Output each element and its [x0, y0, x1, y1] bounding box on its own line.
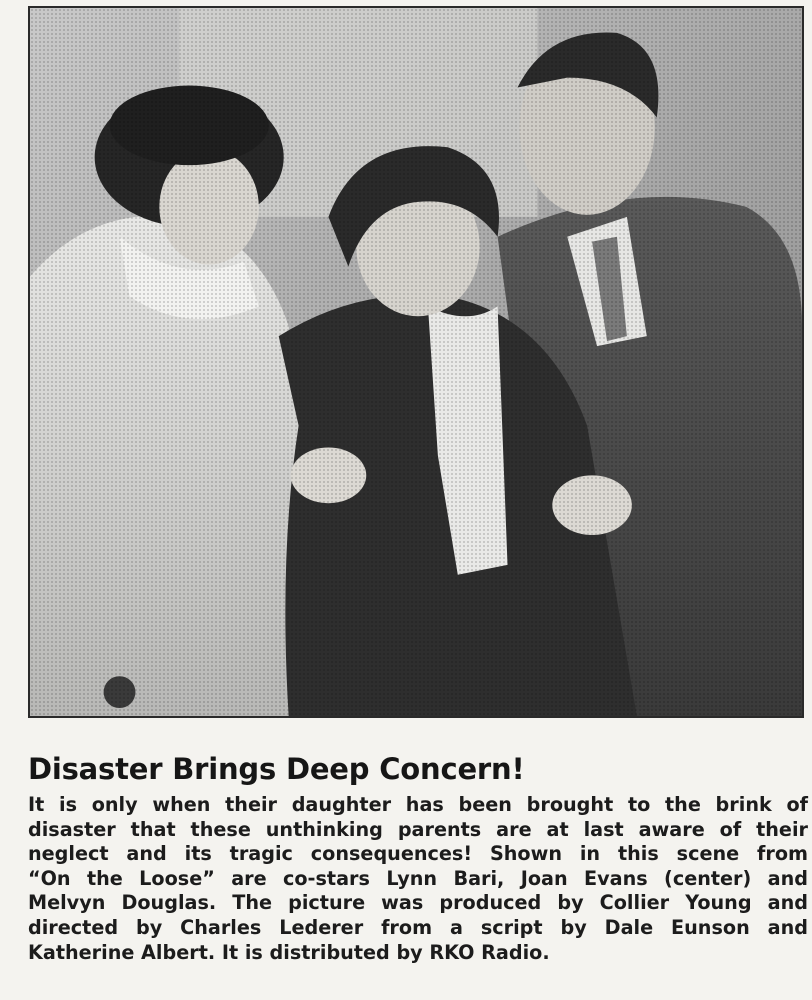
woman-left-hand — [291, 448, 367, 504]
caption-line: Melvyn Douglas. The picture was produced by Collier Young and — [28, 891, 808, 915]
caption-line: neglect and its tragic consequences! Shown in this scene from — [28, 842, 808, 866]
caption-line: disaster that these unthinking parents are at last aware of their — [28, 817, 808, 841]
caption-paragraph — [28, 793, 808, 965]
caption-line: It is only when their daughter has been brought to the brink of — [28, 793, 808, 816]
woman-left-hat — [110, 86, 269, 166]
headline: Disaster Brings Deep Concern! — [28, 752, 525, 786]
film-still-illustration — [30, 8, 802, 716]
woman-left-face — [159, 149, 258, 264]
caption-line: directed by Charles Lederer from a script by Dale Eunson and — [28, 915, 808, 939]
man-right-hand — [552, 475, 632, 535]
caption-line: “On the Loose” are co-stars Lynn Bari, Joan Evans (center) and — [28, 866, 808, 890]
coat-button — [104, 676, 136, 708]
caption-line: Katherine Albert. It is distributed by RKO Radio. — [28, 940, 550, 964]
film-still-photo — [28, 6, 804, 718]
